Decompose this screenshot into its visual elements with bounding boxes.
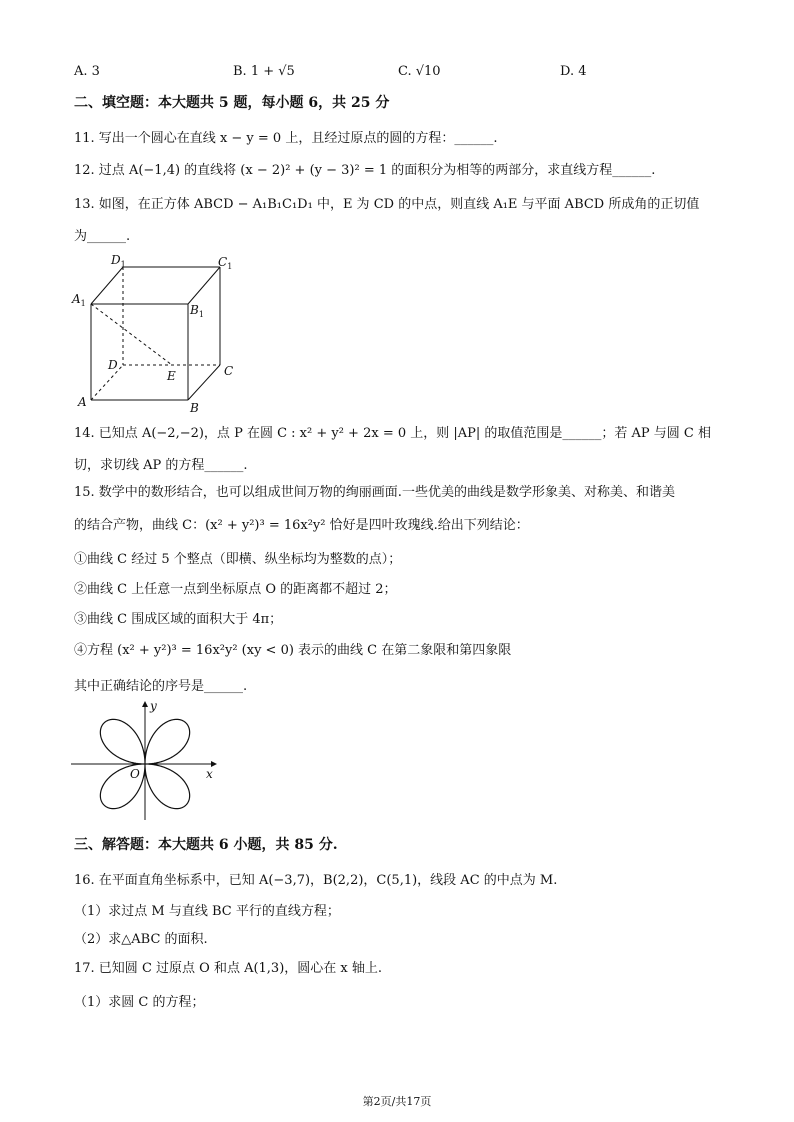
- question-17-line-1: 17. 已知圆 C 过原点 O 和点 A(1,3)，圆心在 x 轴上.: [74, 961, 383, 976]
- label-B1: $B_1$: [190, 303, 204, 319]
- label-C: C: [224, 364, 234, 378]
- question-16-part-1: （1）求过点 M 与直线 BC 平行的直线方程；: [74, 904, 340, 919]
- question-14-line-2: 切，求切线 AP 的方程______.: [74, 458, 248, 473]
- label-B: B: [190, 401, 199, 415]
- rose-origin-label: O: [130, 767, 140, 781]
- label-E: E: [167, 369, 176, 383]
- cube-figure: [68, 252, 248, 417]
- option-b: B. 1 + √5: [233, 64, 295, 79]
- rose-x-label: x: [206, 767, 213, 781]
- question-16-part-2: （2）求△ABC 的面积.: [74, 932, 208, 947]
- question-15-item-4: ④方程 (x² + y²)³ = 16x²y² (xy < 0) 表示的曲线 C 在第二象限和第四象限: [74, 643, 512, 658]
- question-13-line-2: 为______.: [74, 229, 131, 244]
- question-13-line-1: 13. 如图，在正方体 ABCD − A₁B₁C₁D₁ 中，E 为 CD 的中点，则直线 A₁E 与平面 ABCD 所成角的正切值: [74, 197, 700, 212]
- label-A: A: [78, 395, 87, 409]
- question-15-line-1: 15. 数学中的数形结合，也可以组成世间万物的绚丽画面.一些优美的曲线是数学形象美、对称美、和谐美: [74, 485, 675, 500]
- question-12: 12. 过点 A(−1,4) 的直线将 (x − 2)² + (y − 3)² = 1 的面积分为相等的两部分，求直线方程______.: [74, 163, 656, 178]
- option-a: A. 3: [74, 64, 100, 79]
- section-3-heading: 三、解答题：本大题共 6 小题，共 85 分.: [74, 837, 338, 853]
- rose-y-label: y: [150, 699, 157, 713]
- label-C1: $C_1$: [218, 255, 233, 271]
- question-15-item-3: ③曲线 C 围成区域的面积大于 4π；: [74, 612, 283, 627]
- question-14-line-1: 14. 已知点 A(−2,−2)，点 P 在圆 C : x² + y² + 2x = 0 上，则 |AP| 的取值范围是______；若 AP 与圆 C 相: [74, 426, 712, 441]
- page-footer: 第2页/共17页: [362, 1095, 432, 1108]
- label-D: D: [108, 358, 118, 372]
- label-D1: $D_1$: [111, 253, 126, 269]
- question-15-line-2: 的结合产物，曲线 C：(x² + y²)³ = 16x²y² 恰好是四叶玫瑰线.给出下列结论：: [74, 518, 529, 533]
- question-15-item-2: ②曲线 C 上任意一点到坐标原点 O 的距离都不超过 2；: [74, 582, 397, 597]
- section-2-heading: 二、填空题：本大题共 5 题，每小题 6，共 25 分: [74, 95, 390, 111]
- question-16-line-1: 16. 在平面直角坐标系中，已知 A(−3,7)，B(2,2)，C(5,1)，线段 AC 的中点为 M.: [74, 873, 558, 888]
- question-11: 11. 写出一个圆心在直线 x − y = 0 上，且经过原点的圆的方程：______.: [74, 131, 498, 146]
- question-17-part-1: （1）求圆 C 的方程；: [74, 995, 205, 1010]
- label-A1: $A_1$: [72, 292, 86, 308]
- rose-curve-figure: [66, 698, 226, 823]
- option-c: C. √10: [398, 64, 441, 79]
- option-d: D. 4: [560, 64, 587, 79]
- question-15-item-1: ①曲线 C 经过 5 个整点（即横、纵坐标均为整数的点）；: [74, 552, 402, 567]
- question-15-question: 其中正确结论的序号是______.: [74, 679, 248, 694]
